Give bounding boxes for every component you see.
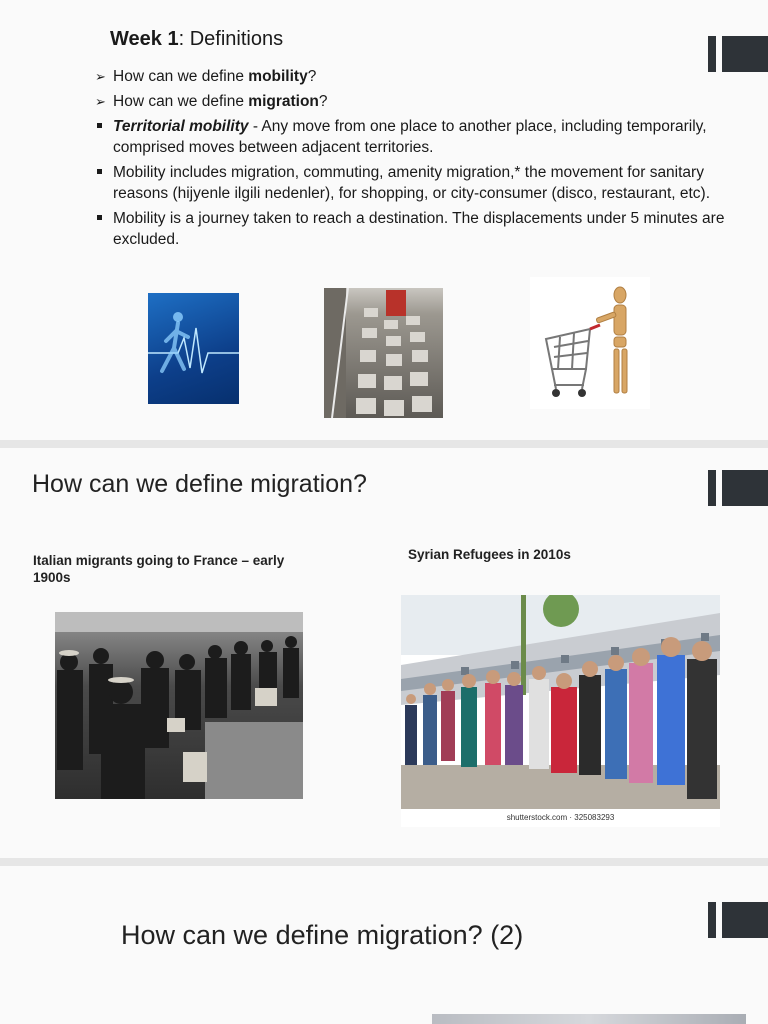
- caption-italian-migrants: Italian migrants going to France – early 1900s: [33, 553, 285, 585]
- arrow-bullet-icon: ➢: [95, 69, 106, 84]
- italian-migrants-photo: [55, 612, 303, 799]
- arrow-bullet-icon: ➢: [95, 94, 106, 109]
- partial-image: [432, 1014, 746, 1024]
- slide-define-migration: [0, 448, 768, 858]
- bullet-item: Mobility includes migration, commuting, amenity migration,* the movement for sanitary reasons (hijyenle ilgili nedenler), for shopping, or city-consumer (disco, restaurant, etc).: [95, 162, 725, 204]
- bullet-item: Territorial mobility - Any move from one place to another place, including temporarily, comprised moves between adjacent territories.: [95, 116, 725, 158]
- shopping-cart-mannequin-image: [530, 277, 650, 409]
- bullet-item: ➢ How can we define mobility?: [95, 68, 317, 85]
- traffic-jam-image: [324, 288, 443, 418]
- slide-week1-definitions: [0, 0, 768, 440]
- caption-syrian-refugees: Syrian Refugees in 2010s: [408, 547, 571, 562]
- shutterstock-watermark: shutterstock.com · 325083293: [506, 813, 615, 822]
- bullet-item: ➢ How can we define migration?: [95, 93, 328, 110]
- slide-decoration: [708, 470, 768, 506]
- square-bullet-icon: [97, 123, 102, 128]
- square-bullet-icon: [97, 215, 102, 220]
- syrian-refugees-photo: [401, 595, 720, 827]
- slide-decoration: [708, 902, 768, 938]
- slide-title: Week 1: Definitions: [110, 28, 284, 50]
- slide-define-migration-2: [0, 866, 768, 1024]
- bullet-item: Mobility is a journey taken to reach a destination. The displacements under 5 minutes are excluded.: [95, 208, 725, 250]
- slide-title: How can we define migration? (2): [121, 920, 524, 950]
- square-bullet-icon: [97, 169, 102, 174]
- runner-heartbeat-image: [148, 293, 239, 404]
- slide-title: How can we define migration?: [32, 470, 367, 498]
- bullet-list: [95, 66, 725, 254]
